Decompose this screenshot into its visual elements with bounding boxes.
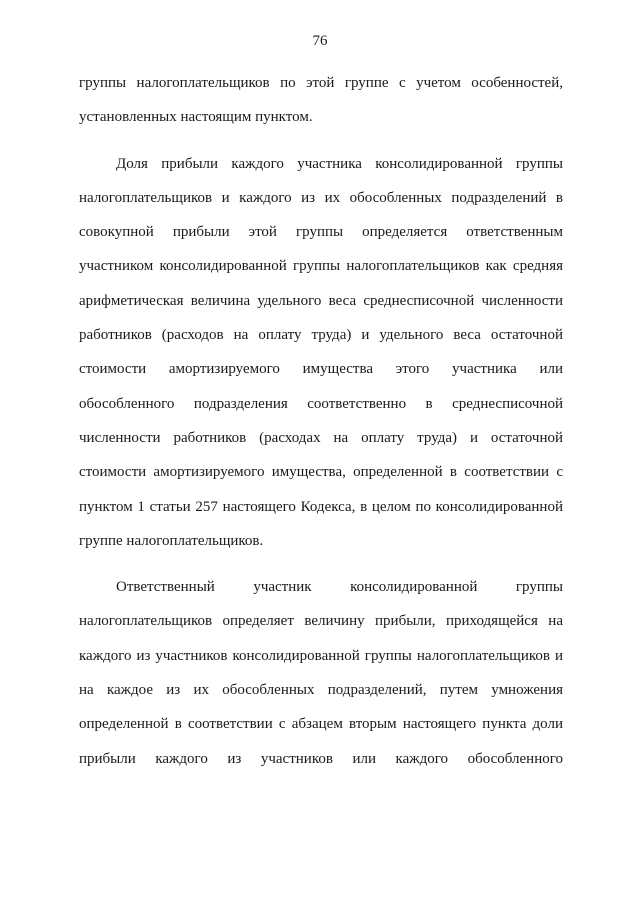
paragraph-3 [79,570,563,776]
text-line: участником консолидированной группы налогоплательщиков как средняя [79,258,563,275]
text-line: арифметическая величина удельного веса среднесписочной численности [79,292,563,309]
text-line: Ответственный участник консолидированной группы [116,579,563,596]
text-line: Доля прибыли каждого участника консолидированной группы [116,155,563,172]
text-line: пунктом 1 статьи 257 настоящего Кодекса, в целом по консолидированной [79,498,563,515]
paragraph-2 [79,147,563,559]
text-line: налогоплательщиков и каждого из их обособленных подразделений в [79,189,563,206]
text-line: стоимости амортизируемого имущества, определенной в соответствии с [79,464,563,481]
document-body [79,66,563,776]
text-line: определенной в соответствии с абзацем вторым настоящего пункта доли [79,716,563,733]
text-line: совокупной прибыли этой группы определяется ответственным [79,224,563,241]
text-line: установленных настоящим пунктом. [79,109,313,126]
text-line: прибыли каждого из участников или каждого обособленного [79,750,563,767]
text-line: обособленного подразделения соответственно в среднесписочной [79,395,563,412]
text-line: налогоплательщиков определяет величину прибыли, приходящейся на [79,613,563,630]
text-line: группы налогоплательщиков по этой группе с учетом особенностей, [79,75,563,91]
text-line: работников (расходов на оплату труда) и удельного веса остаточной [79,327,563,344]
text-line: на каждое из их обособленных подразделений, путем умножения [79,682,563,699]
text-line: численности работников (расходах на оплату труда) и остаточной [79,429,563,446]
paragraph-1 [79,66,563,135]
page-number: 76 [312,33,328,49]
text-line: каждого из участников консолидированной группы налогоплательщиков и [79,647,563,664]
text-line: стоимости амортизируемого имущества этого участника или [79,361,563,378]
text-line: группе налогоплательщиков. [79,532,264,549]
